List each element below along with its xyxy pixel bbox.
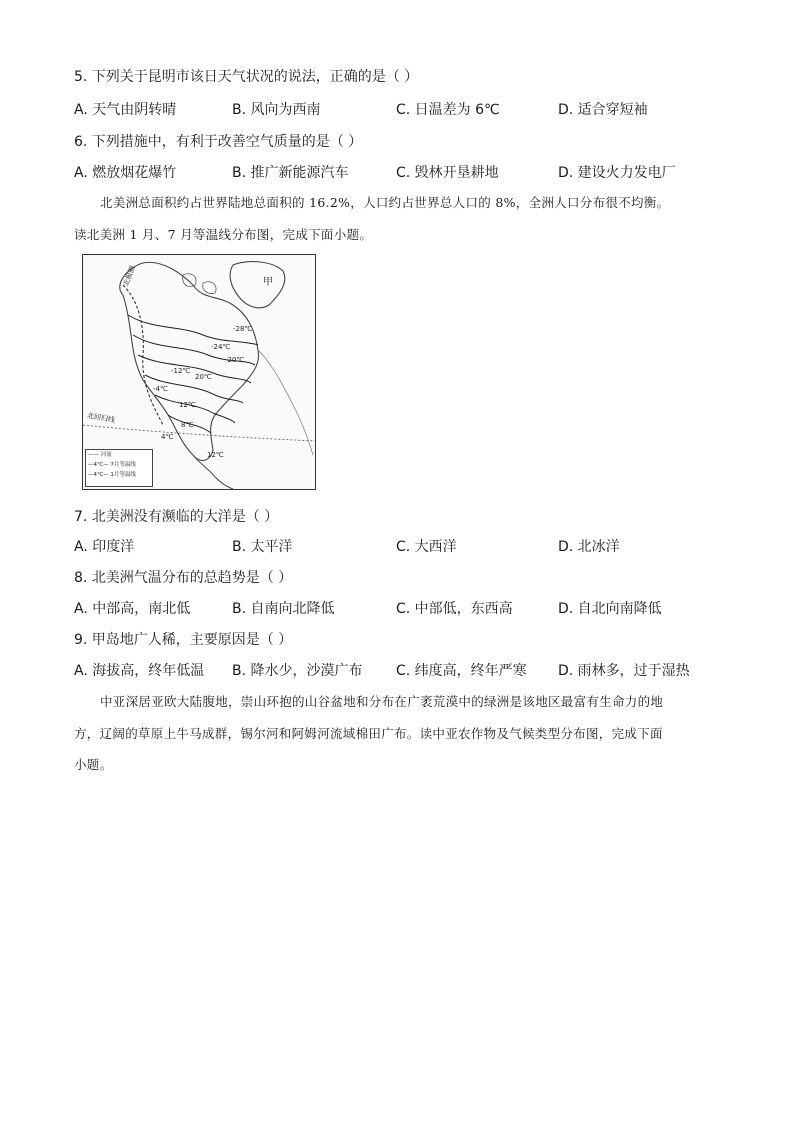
question-5-option-b: B. 风向为西南 bbox=[232, 102, 321, 118]
question-8-option-a: A. 中部高，南北低 bbox=[74, 601, 191, 617]
question-6-option-d: D. 建设火力发电厂 bbox=[558, 165, 676, 181]
question-6-stem: 6. 下列措施中，有利于改善空气质量的是（ ） bbox=[74, 134, 363, 150]
isotherm-label: 20℃ bbox=[195, 373, 212, 381]
question-7-option-a: A. 印度洋 bbox=[74, 539, 135, 555]
legend-january-isotherm: —4℃— 1月等温线 bbox=[88, 472, 136, 478]
question-8-option-c: C. 中部低，东西高 bbox=[396, 601, 513, 617]
question-5-option-d: D. 适合穿短袖 bbox=[558, 102, 648, 118]
isotherm-label: -4℃ bbox=[153, 385, 168, 393]
passage-north-america-line-2: 读北美洲 1 月、7 月等温线分布图，完成下面小题。 bbox=[74, 227, 373, 242]
north-america-isotherm-map bbox=[82, 254, 316, 490]
isotherm-label: -12℃ bbox=[171, 367, 191, 375]
legend-river: —— 河流 bbox=[88, 452, 112, 458]
question-5-stem: 5. 下列关于昆明市该日天气状况的说法，正确的是（ ） bbox=[74, 69, 419, 85]
question-9-option-c: C. 纬度高，终年严寒 bbox=[396, 663, 527, 679]
isotherm-label: -28℃ bbox=[233, 325, 253, 333]
legend-july-isotherm: —4℃— 7月等温线 bbox=[88, 462, 136, 468]
question-6-option-c: C. 毁林开垦耕地 bbox=[396, 165, 499, 181]
isotherm-label: 12℃ bbox=[179, 401, 196, 409]
question-6-option-b: B. 推广新能源汽车 bbox=[232, 165, 349, 181]
question-7-stem: 7. 北美洲没有濒临的大洋是（ ） bbox=[74, 509, 279, 525]
map-legend bbox=[85, 449, 153, 487]
isotherm-label: -24℃ bbox=[211, 343, 231, 351]
passage-north-america-line-1: 北美洲总面积约占世界陆地总面积的 16.2%，人口约占世界总人口的 8%，全洲人口分布很不均衡。 bbox=[100, 195, 670, 210]
map-label-jia: 甲 bbox=[263, 277, 273, 288]
passage-central-asia-line-2: 方，辽阔的草原上牛马成群，锡尔河和阿姆河流域棉田广布。读中亚农作物及气候类型分布图，完成下面 bbox=[74, 726, 663, 741]
question-9-option-d: D. 雨林多，过于湿热 bbox=[558, 663, 690, 679]
question-8-option-b: B. 自南向北降低 bbox=[232, 601, 335, 617]
passage-central-asia-line-3: 小题。 bbox=[74, 757, 113, 772]
question-5-option-a: A. 天气由阴转晴 bbox=[74, 102, 177, 118]
passage-central-asia-line-1: 中亚深居亚欧大陆腹地，崇山环抱的山谷盆地和分布在广袤荒漠中的绿洲是该地区最富有生命力的地 bbox=[100, 694, 664, 709]
map-label-tropic: 北回归线 bbox=[86, 411, 116, 425]
question-6-option-a: A. 燃放烟花爆竹 bbox=[74, 165, 177, 181]
question-5-option-c: C. 日温差为 6℃ bbox=[396, 102, 500, 118]
question-7-option-b: B. 太平洋 bbox=[232, 539, 293, 555]
question-9-stem: 9. 甲岛地广人稀，主要原因是（ ） bbox=[74, 632, 293, 648]
question-7-option-c: C. 大西洋 bbox=[396, 539, 457, 555]
isotherm-label: 4℃ bbox=[161, 433, 174, 441]
question-8-option-d: D. 自北向南降低 bbox=[558, 601, 662, 617]
isotherm-label: -20℃ bbox=[225, 356, 245, 364]
question-7-option-d: D. 北冰洋 bbox=[558, 539, 620, 555]
isotherm-label: 8℃ bbox=[181, 421, 194, 429]
question-9-option-a: A. 海拔高，终年低温 bbox=[74, 663, 205, 679]
isotherm-label: 12℃ bbox=[207, 451, 224, 459]
map-label-arctic: 北极圈 bbox=[122, 264, 137, 288]
question-9-option-b: B. 降水少，沙漠广布 bbox=[232, 663, 363, 679]
question-8-stem: 8. 北美洲气温分布的总趋势是（ ） bbox=[74, 570, 293, 586]
